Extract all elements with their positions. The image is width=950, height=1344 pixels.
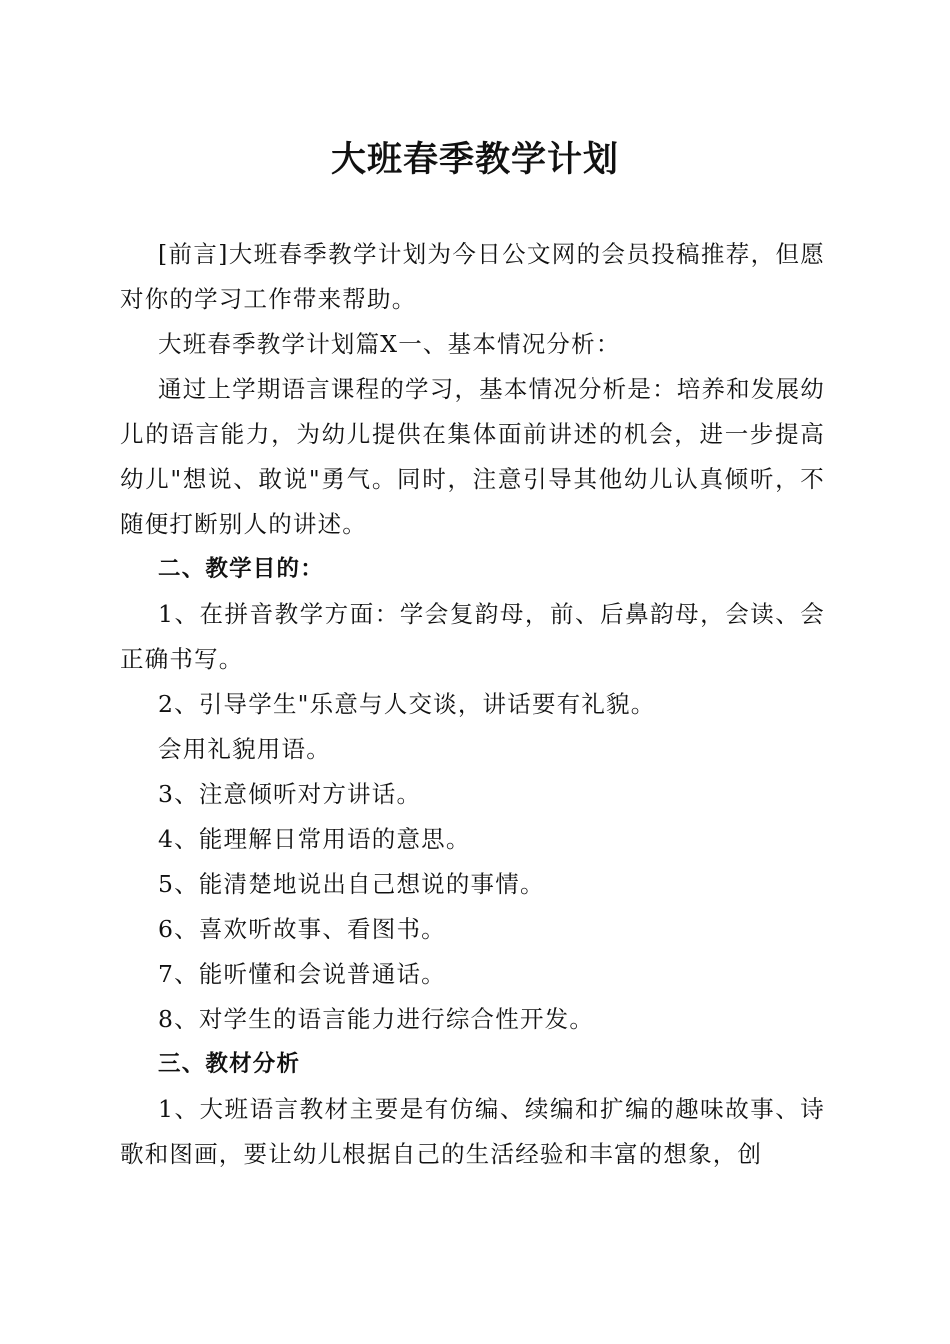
goal-item-7: 7、能听懂和会说普通话。 <box>158 960 446 988</box>
document-title: 大班春季教学计划 <box>330 139 619 180</box>
preface-paragraph: [前言]大班春季教学计划为今日公文网的会员投稿推荐，但愿对你的学习工作带来帮助。 <box>120 240 825 313</box>
goal-item-1: 1、在拼音教学方面：学会复韵母，前、后鼻韵母，会读、会正确书写。 <box>120 600 825 673</box>
goal-item-4: 4、能理解日常用语的意思。 <box>158 825 471 853</box>
goal-item-3: 3、注意倾听对方讲话。 <box>158 780 422 808</box>
goal-item-2: 2、引导学生"乐意与人交谈，讲话要有礼貌。 <box>158 690 656 718</box>
section-heading-material-analysis: 三、教材分析 <box>158 1051 301 1077</box>
section-one-heading-line: 大班春季教学计划篇X一、基本情况分析： <box>158 330 621 358</box>
material-item-1: 1、大班语言教材主要是有仿编、续编和扩编的趣味故事、诗歌和图画，要让幼儿根据自己的生活经验和丰富的想象，创 <box>120 1095 825 1168</box>
goal-item-2-continued: 会用礼貌用语。 <box>158 735 331 763</box>
goal-item-5: 5、能清楚地说出自己想说的事情。 <box>158 870 545 898</box>
document-body <box>120 232 825 1177</box>
goal-item-6: 6、喜欢听故事、看图书。 <box>158 915 446 943</box>
situation-analysis-paragraph: 通过上学期语言课程的学习，基本情况分析是：培养和发展幼儿的语言能力，为幼儿提供在集体面前讲述的机会，进一步提高幼儿"想说、敢说"勇气。同时，注意引导其他幼儿认真倾听，不随便打断别人的讲述。 <box>120 375 825 538</box>
goal-item-8: 8、对学生的语言能力进行综合性开发。 <box>158 1005 595 1033</box>
section-heading-teaching-goals: 二、教学目的： <box>158 556 324 582</box>
